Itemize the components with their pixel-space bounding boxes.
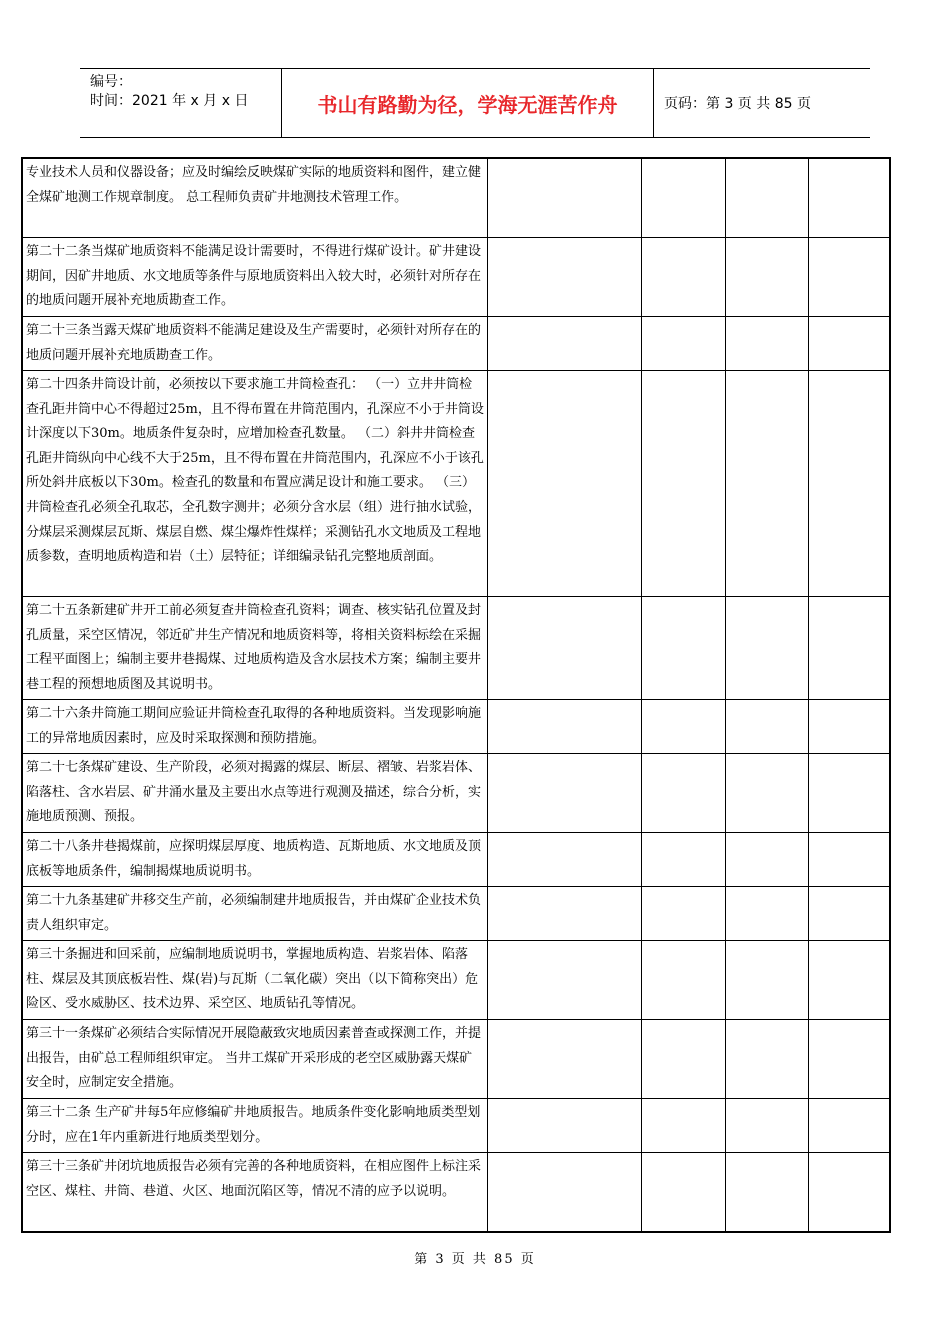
page-header (80, 68, 870, 138)
blank-cell-1 (488, 754, 642, 832)
table-row (23, 159, 889, 238)
blank-cell-3 (726, 1020, 809, 1098)
blank-cell-2 (642, 1153, 726, 1231)
blank-cell-2 (642, 371, 726, 596)
blank-cell-3 (726, 1153, 809, 1231)
blank-cell-4 (809, 754, 889, 832)
table-row (23, 1099, 889, 1153)
table-row (23, 1020, 889, 1099)
blank-cell-1 (488, 371, 642, 596)
blank-cell-2 (642, 597, 726, 699)
blank-cell-1 (488, 317, 642, 370)
table-row (23, 317, 889, 371)
clause-text-cell: 第三十一条煤矿必须结合实际情况开展隐蔽致灾地质因素普查或探测工作，并提出报告，由矿总工程师组织审定。 当井工煤矿开采形成的老空区威胁露天煤矿安全时，应制定安全措施。 (23, 1020, 488, 1098)
blank-cell-1 (488, 238, 642, 316)
table-row (23, 238, 889, 317)
table-row (23, 833, 889, 887)
document-date-label: 时间：2021 年 x 月 x 日 (90, 93, 249, 109)
clause-text-cell: 第二十七条煤矿建设、生产阶段，必须对揭露的煤层、断层、褶皱、岩浆岩体、陷落柱、含水岩层、矿井涌水量及主要出水点等进行观测及描述，综合分析，实施地质预测、预报。 (23, 754, 488, 832)
blank-cell-4 (809, 1153, 889, 1231)
blank-cell-1 (488, 1099, 642, 1152)
header-page-info: 页码：第 3 页 共 85 页 (664, 96, 811, 112)
blank-cell-4 (809, 238, 889, 316)
blank-cell-4 (809, 941, 889, 1019)
blank-cell-4 (809, 597, 889, 699)
clause-text-cell: 第三十条掘进和回采前，应编制地质说明书，掌握地质构造、岩浆岩体、陷落柱、煤层及其顶底板岩性、煤(岩)与瓦斯（二氧化碳）突出（以下简称突出）危险区、受水威胁区、技术边界、采空区、地质钻孔等情况。 (23, 941, 488, 1019)
blank-cell-4 (809, 371, 889, 596)
blank-cell-2 (642, 1099, 726, 1152)
blank-cell-1 (488, 700, 642, 753)
blank-cell-2 (642, 941, 726, 1019)
blank-cell-3 (726, 597, 809, 699)
blank-cell-2 (642, 754, 726, 832)
blank-cell-3 (726, 700, 809, 753)
table-row (23, 941, 889, 1020)
clause-text-cell: 第二十三条当露天煤矿地质资料不能满足建设及生产需要时，必须针对所存在的地质问题开展补充地质勘查工作。 (23, 317, 488, 370)
table-row (23, 887, 889, 941)
blank-cell-1 (488, 1153, 642, 1231)
table-row (23, 700, 889, 754)
blank-cell-1 (488, 1020, 642, 1098)
blank-cell-3 (726, 754, 809, 832)
blank-cell-3 (726, 941, 809, 1019)
blank-cell-3 (726, 1099, 809, 1152)
blank-cell-2 (642, 238, 726, 316)
clause-text-cell: 第二十四条井筒设计前，必须按以下要求施工井筒检查孔： （一）立井井筒检查孔距井筒中心不得超过25m，且不得布置在井筒范围内，孔深应不小于井筒设计深度以下30m。地质条件复杂时，应增加检查孔数量。 （二）斜井井筒检查孔距井筒纵向中心线不大于25m，且不得布置在井筒范围内，孔深应不小于该孔所处斜井底板以下30m。检查孔的数量和布置应满足设计和施工要求。 （三）井筒检查孔必须全孔取芯，全孔数字测井；必须分含水层（组）进行抽水试验，分煤层采测煤层瓦斯、煤层自燃、煤尘爆炸性煤样；采测钻孔水文地质及工程地质参数，查明地质构造和岩（土）层特征；详细编录钻孔完整地质剖面。 (23, 371, 488, 596)
table-row (23, 597, 889, 700)
blank-cell-1 (488, 159, 642, 237)
blank-cell-1 (488, 887, 642, 940)
document-number-label: 编号： (90, 74, 132, 90)
clause-text-cell: 第三十三条矿井闭坑地质报告必须有完善的各种地质资料，在相应图件上标注采空区、煤柱、井筒、巷道、火区、地面沉陷区等，情况不清的应予以说明。 (23, 1153, 488, 1231)
regulations-table (21, 157, 891, 1233)
blank-cell-3 (726, 317, 809, 370)
blank-cell-4 (809, 159, 889, 237)
table-row (23, 754, 889, 833)
blank-cell-1 (488, 941, 642, 1019)
blank-cell-1 (488, 833, 642, 886)
blank-cell-1 (488, 597, 642, 699)
blank-cell-2 (642, 833, 726, 886)
page-footer: 第 3 页 共 85 页 (414, 1252, 536, 1267)
blank-cell-2 (642, 317, 726, 370)
blank-cell-4 (809, 317, 889, 370)
clause-text-cell: 第二十五条新建矿井开工前必须复查井筒检查孔资料；调查、核实钻孔位置及封孔质量，采空区情况，邻近矿井生产情况和地质资料等，将相关资料标绘在采掘工程平面图上；编制主要井巷揭煤、过地质构造及含水层技术方案；编制主要井巷工程的预想地质图及其说明书。 (23, 597, 488, 699)
blank-cell-2 (642, 159, 726, 237)
header-motto: 书山有路勤为径，学海无涯苦作舟 (282, 69, 654, 137)
table-row (23, 1153, 889, 1231)
blank-cell-3 (726, 371, 809, 596)
blank-cell-4 (809, 1099, 889, 1152)
blank-cell-3 (726, 833, 809, 886)
blank-cell-4 (809, 700, 889, 753)
table-row (23, 371, 889, 597)
clause-text-cell: 第二十二条当煤矿地质资料不能满足设计需要时，不得进行煤矿设计。矿井建设期间，因矿井地质、水文地质等条件与原地质资料出入较大时，必须针对所存在的地质问题开展补充地质勘查工作。 (23, 238, 488, 316)
clause-text-cell: 第三十二条 生产矿井每5年应修编矿井地质报告。地质条件变化影响地质类型划分时，应在1年内重新进行地质类型划分。 (23, 1099, 488, 1152)
clause-text-cell: 第二十八条井巷揭煤前，应探明煤层厚度、地质构造、瓦斯地质、水文地质及顶底板等地质条件，编制揭煤地质说明书。 (23, 833, 488, 886)
blank-cell-3 (726, 238, 809, 316)
blank-cell-3 (726, 159, 809, 237)
blank-cell-2 (642, 887, 726, 940)
blank-cell-2 (642, 700, 726, 753)
blank-cell-4 (809, 833, 889, 886)
clause-text-cell: 专业技术人员和仪器设备；应及时编绘反映煤矿实际的地质资料和图件，建立健全煤矿地测工作规章制度。 总工程师负责矿井地测技术管理工作。 (23, 159, 488, 237)
blank-cell-4 (809, 1020, 889, 1098)
header-meta (80, 69, 282, 137)
blank-cell-3 (726, 887, 809, 940)
blank-cell-4 (809, 887, 889, 940)
blank-cell-2 (642, 1020, 726, 1098)
clause-text-cell: 第二十九条基建矿井移交生产前，必须编制建井地质报告，并由煤矿企业技术负责人组织审定。 (23, 887, 488, 940)
clause-text-cell: 第二十六条井筒施工期间应验证井筒检查孔取得的各种地质资料。当发现影响施工的异常地质因素时，应及时采取探测和预防措施。 (23, 700, 488, 753)
